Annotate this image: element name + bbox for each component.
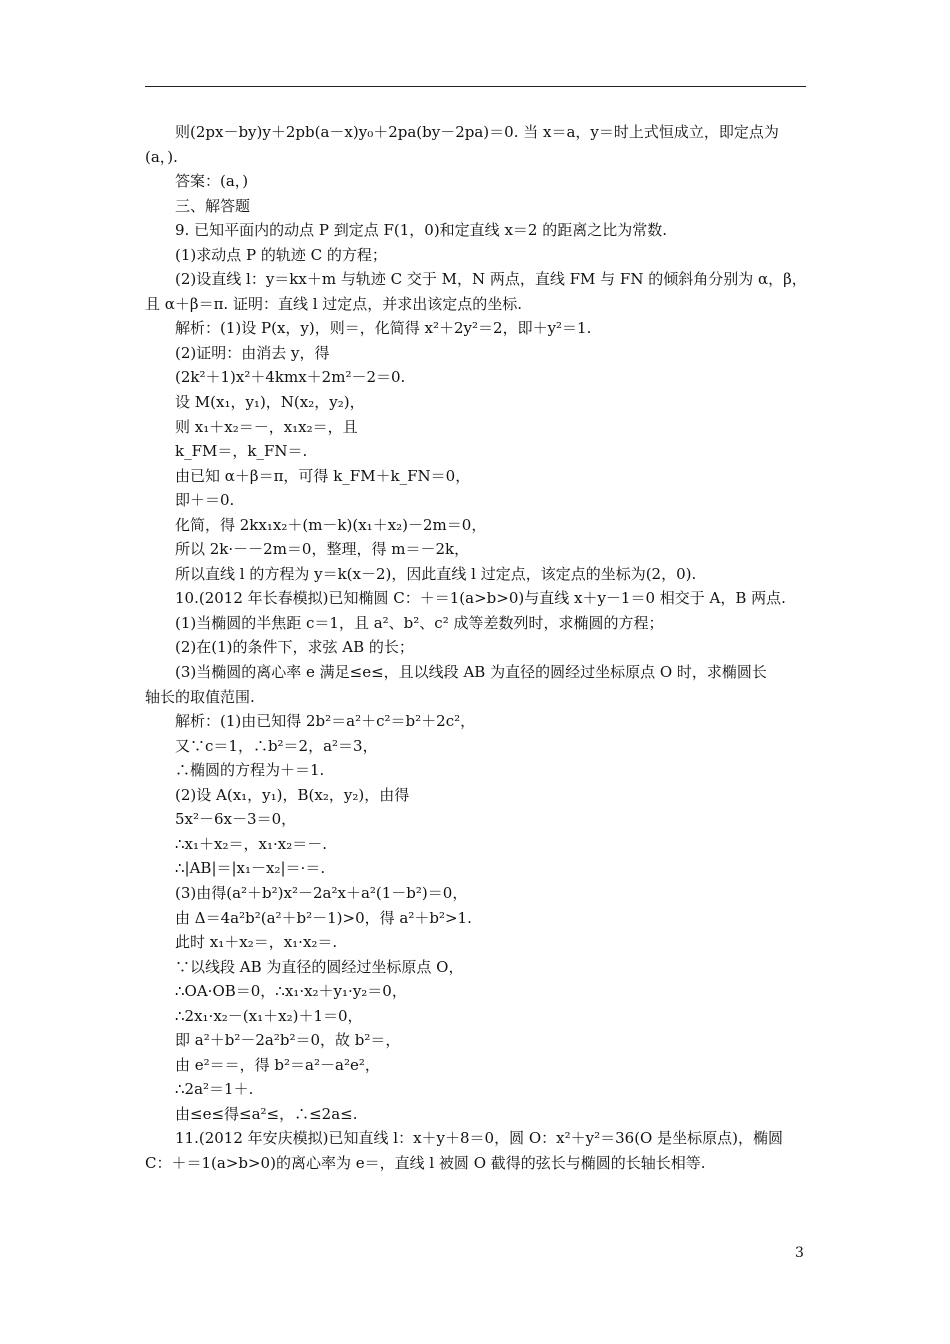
- text-line: 化简，得 2kx₁x₂＋(m－k)(x₁＋x₂)－2m＝0，: [175, 515, 487, 534]
- text-line: k_FM＝，k_FN＝.: [175, 442, 308, 461]
- text-line: (2)证明：由消去 y，得: [175, 343, 330, 362]
- text-line: 解析：(1)由已知得 2b²＝a²＋c²＝b²＋2c²，: [175, 712, 476, 731]
- text-line: 所以 2k·－－2m＝0，整理，得 m＝－2k，: [175, 540, 470, 559]
- text-line: (1)求动点 P 的轨迹 C 的方程；: [175, 245, 387, 264]
- text-line: ∵以线段 AB 为直径的圆经过坐标原点 O，: [175, 957, 464, 976]
- text-line: 答案：(a，): [175, 172, 249, 191]
- text-line: (a，).: [145, 147, 178, 166]
- text-line: 即 a²＋b²－2a²b²＝0，故 b²＝，: [175, 1031, 401, 1050]
- text-line: 且 α＋β＝π. 证明：直线 l 过定点，并求出该定点的坐标.: [145, 294, 523, 313]
- text-line: 轴长的取值范围.: [145, 687, 255, 706]
- text-line: ∴x₁＋x₂＝，x₁·x₂＝－.: [175, 834, 327, 853]
- text-line: 设 M(x₁，y₁)，N(x₂，y₂)，: [175, 393, 365, 412]
- text-line: (2)在(1)的条件下，求弦 AB 的长；: [175, 638, 414, 657]
- text-line: 10.(2012 年长春模拟)已知椭圆 C：＋＝1(a>b>0)与直线 x＋y－1＝0 相交于 A，B 两点.: [175, 589, 786, 608]
- text-line: (3)当椭圆的离心率 e 满足≤e≤，且以线段 AB 为直径的圆经过坐标原点 O 时，求椭圆长: [175, 663, 767, 682]
- text-line: 由 Δ＝4a²b²(a²＋b²－1)>0，得 a²＋b²>1.: [175, 908, 472, 927]
- header-rule: [145, 86, 806, 87]
- text-line: ∴2a²＝1＋.: [175, 1080, 254, 1099]
- text-line: 则(2px－by)y＋2pb(a－x)y₀＋2pa(by－2pa)＝0. 当 x＝a，y＝时上式恒成立，即定点为: [175, 123, 779, 141]
- text-line: 5x²－6x－3＝0，: [175, 810, 297, 829]
- document-body: [145, 120, 810, 1176]
- text-line: 9. 已知平面内的动点 P 到定点 F(1，0)和定直线 x＝2 的距离之比为常数.: [175, 221, 667, 240]
- text-line: ∴OA·OB＝0，∴x₁·x₂＋y₁·y₂＝0，: [175, 982, 407, 1001]
- text-line: 三、解答题: [175, 196, 251, 215]
- text-line: 11.(2012 年安庆模拟)已知直线 l：x＋y＋8＝0，圆 O：x²＋y²＝36(O 是坐标原点)，椭圆: [175, 1129, 783, 1148]
- text-line: 解析：(1)设 P(x，y)，则＝，化简得 x²＋2y²＝2，即＋y²＝1.: [175, 319, 592, 338]
- text-line: (1)当椭圆的半焦距 c＝1，且 a²、b²、c² 成等差数列时，求椭圆的方程；: [175, 613, 664, 632]
- text-line: 由≤e≤得≤a²≤，∴≤2a≤.: [175, 1104, 358, 1123]
- text-line: (3)由得(a²＋b²)x²－2a²x＋a²(1－b²)＝0，: [175, 883, 468, 902]
- text-line: 又∵c＝1，∴b²＝2，a²＝3，: [175, 736, 378, 755]
- text-line: (2)设 A(x₁，y₁)，B(x₂，y₂)，由得: [175, 785, 410, 804]
- text-line: 即＋＝0.: [175, 491, 235, 510]
- text-line: ∴椭圆的方程为＋＝1.: [175, 761, 325, 780]
- text-line: 由 e²＝＝，得 b²＝a²－a²e²，: [175, 1055, 380, 1074]
- text-line: (2)设直线 l：y＝kx＋m 与轨迹 C 交于 M，N 两点，直线 FM 与 FN 的倾斜角分别为 α，β，: [175, 270, 807, 289]
- text-line: 则 x₁＋x₂＝－，x₁x₂＝，且: [175, 417, 358, 436]
- text-line: C：＋＝1(a>b>0)的离心率为 e＝，直线 l 被圆 O 截得的弦长与椭圆的长轴长相等.: [145, 1153, 706, 1172]
- text-line: ∴|AB|＝|x₁－x₂|＝·＝.: [175, 859, 326, 878]
- page-number: 3: [795, 1245, 804, 1261]
- text-line: (2k²＋1)x²＋4kmx＋2m²－2＝0.: [175, 368, 406, 387]
- text-line: 由已知 α＋β＝π，可得 k_FM＋k_FN＝0，: [175, 466, 471, 485]
- text-line: ∴2x₁·x₂－(x₁＋x₂)＋1＝0，: [175, 1006, 363, 1025]
- text-line: 所以直线 l 的方程为 y＝k(x－2)，因此直线 l 过定点，该定点的坐标为(2，0).: [175, 564, 697, 583]
- text-line: 此时 x₁＋x₂＝，x₁·x₂＝.: [175, 933, 338, 952]
